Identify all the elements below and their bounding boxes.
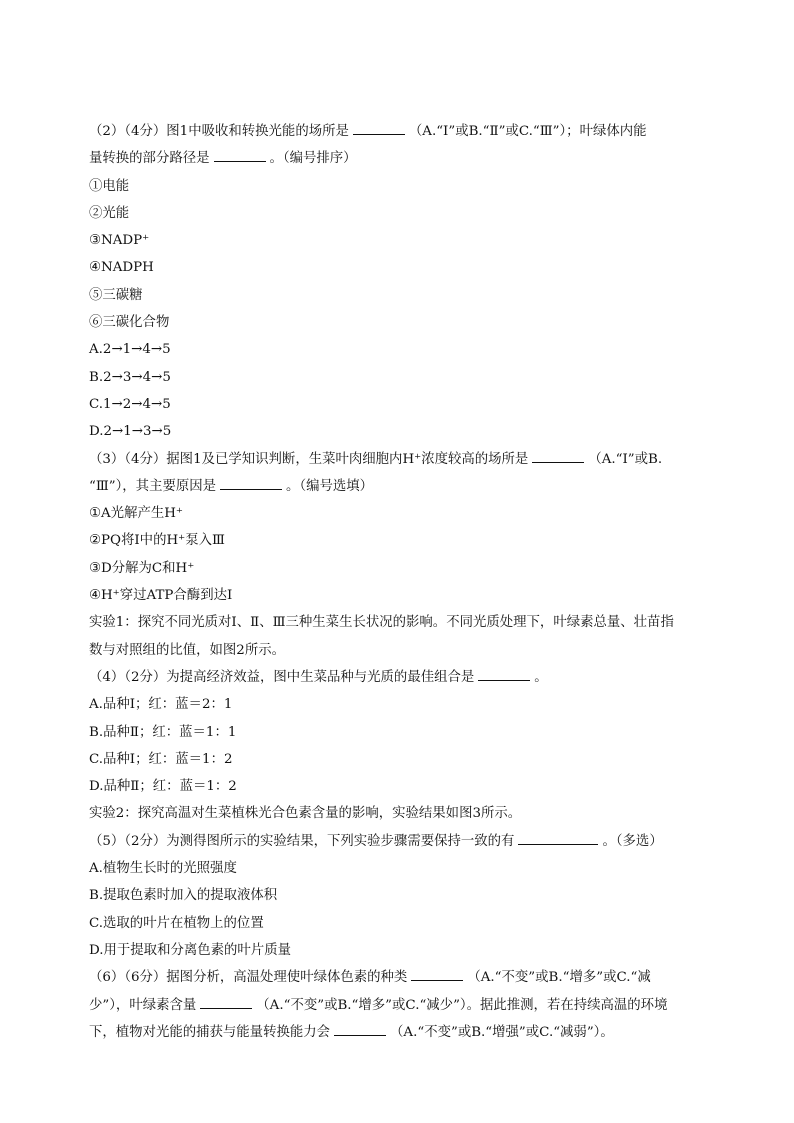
q2-answer-blank-2[interactable] — [214, 149, 266, 162]
q5-option-a[interactable]: A.植物生长时的光照强度 — [89, 861, 237, 877]
q4-line — [89, 668, 729, 695]
q3-text-2b: 。（编号选填） — [286, 478, 374, 494]
q3-item: ②PQ将Ⅰ中的H⁺泵入Ⅲ — [89, 533, 225, 549]
q4-option-c[interactable]: C.品种Ⅰ；红：蓝＝1：2 — [89, 751, 233, 767]
q3-item: ④H⁺穿过ATP合酶到达Ⅰ — [89, 588, 233, 604]
q2-line-2 — [89, 149, 729, 176]
q5-option-d[interactable]: D.用于提取和分离色素的叶片质量 — [89, 942, 291, 958]
q6-text-3b: （A.“不变”或B.“增强”或C.“减弱”）。 — [390, 1024, 614, 1040]
q2-option-c[interactable]: C.1→2→4→5 — [89, 396, 171, 412]
q6-line-1 — [89, 968, 729, 995]
q6-line-3 — [89, 1023, 729, 1050]
exp1-line-1: 实验1：探究不同光质对Ⅰ、Ⅱ、Ⅲ三种生菜生长状况的影响。不同光质处理下，叶绿素总量、壮苗指 — [89, 615, 674, 631]
q4-option-a[interactable]: A.品种Ⅰ；红：蓝＝2：1 — [89, 697, 233, 713]
q3-text-1a: （3）（4分）据图1及已学知识判断，生菜叶肉细胞内H⁺浓度较高的场所是 — [89, 451, 529, 467]
q2-item: ⑥三碳化合物 — [89, 315, 170, 331]
q2-item: ③NADP⁺ — [89, 233, 150, 249]
q2-answer-blank-1[interactable] — [353, 122, 405, 135]
q2-text-2b: 。（编号排序） — [269, 151, 357, 167]
q5-text-a: （5）（2分）为测得图所示的实验结果，下列实验步骤需要保持一致的有 — [89, 833, 515, 849]
q2-item: ④NADPH — [89, 260, 154, 276]
exp1-line-2: 数与对照组的比值，如图2所示。 — [89, 642, 285, 658]
q2-option-b[interactable]: B.2→3→4→5 — [89, 369, 171, 385]
q2-text-1b: （A.“Ⅰ”或B.“Ⅱ”或C.“Ⅲ”）；叶绿体内能 — [408, 124, 647, 139]
exp2-line-1: 实验2：探究高温对生菜植株光合色素含量的影响，实验结果如图3所示。 — [89, 806, 522, 822]
q3-text-1b: （A.“Ⅰ”或B. — [588, 451, 663, 467]
q5-text-b: 。（多选） — [602, 833, 663, 849]
q6-text-2b: （A.“不变”或B.“增多”或C.“减少”）。据此推测，若在持续高温的环境 — [256, 997, 668, 1013]
q4-option-b[interactable]: B.品种Ⅱ；红：蓝＝1：1 — [89, 724, 237, 740]
q5-answer-blank[interactable] — [518, 832, 598, 845]
q6-line-2 — [89, 996, 729, 1023]
q6-answer-blank-3[interactable] — [334, 1023, 386, 1036]
q2-line-1 — [89, 122, 729, 149]
q4-option-d[interactable]: D.品种Ⅱ；红：蓝＝1：2 — [89, 779, 237, 795]
q5-option-b[interactable]: B.提取色素时加入的提取液体积 — [89, 888, 278, 904]
q2-option-a[interactable]: A.2→1→4→5 — [89, 342, 171, 358]
q3-text-2a: “Ⅲ”），其主要原因是 — [89, 478, 217, 494]
q3-line-1 — [89, 450, 729, 477]
q3-line-2 — [89, 477, 729, 504]
q3-answer-blank-2[interactable] — [220, 477, 282, 490]
q4-answer-blank[interactable] — [478, 668, 530, 681]
q6-text-2a: 少”），叶绿素含量 — [89, 997, 197, 1013]
q2-item: ⑤三碳糖 — [89, 287, 143, 303]
q5-option-c[interactable]: C.选取的叶片在植物上的位置 — [89, 915, 264, 931]
q3-item: ③D分解为C和H⁺ — [89, 560, 195, 576]
q5-line — [89, 832, 729, 859]
q2-text-2a: 量转换的部分路径是 — [89, 151, 210, 167]
q6-text-3a: 下，植物对光能的捕获与能量转换能力会 — [89, 1024, 331, 1040]
question-content — [89, 122, 729, 1050]
q4-text-b: 。 — [534, 669, 548, 685]
q2-item: ②光能 — [89, 205, 130, 221]
q6-answer-blank-2[interactable] — [200, 996, 252, 1009]
q3-answer-blank-1[interactable] — [532, 450, 584, 463]
q6-answer-blank-1[interactable] — [411, 968, 463, 981]
q2-option-d[interactable]: D.2→1→3→5 — [89, 424, 172, 440]
q6-text-1a: （6）（6分）据图分析，高温处理使叶绿体色素的种类 — [89, 970, 408, 986]
q2-text-1a: （2）（4分）图1中吸收和转换光能的场所是 — [89, 124, 349, 139]
q2-item: ①电能 — [89, 178, 130, 194]
q6-text-1b: （A.“不变”或B.“增多”或C.“减 — [467, 970, 651, 986]
q3-item: ①A光解产生H⁺ — [89, 506, 183, 522]
q4-text-a: （4）（2分）为提高经济效益，图中生菜品种与光质的最佳组合是 — [89, 669, 475, 685]
